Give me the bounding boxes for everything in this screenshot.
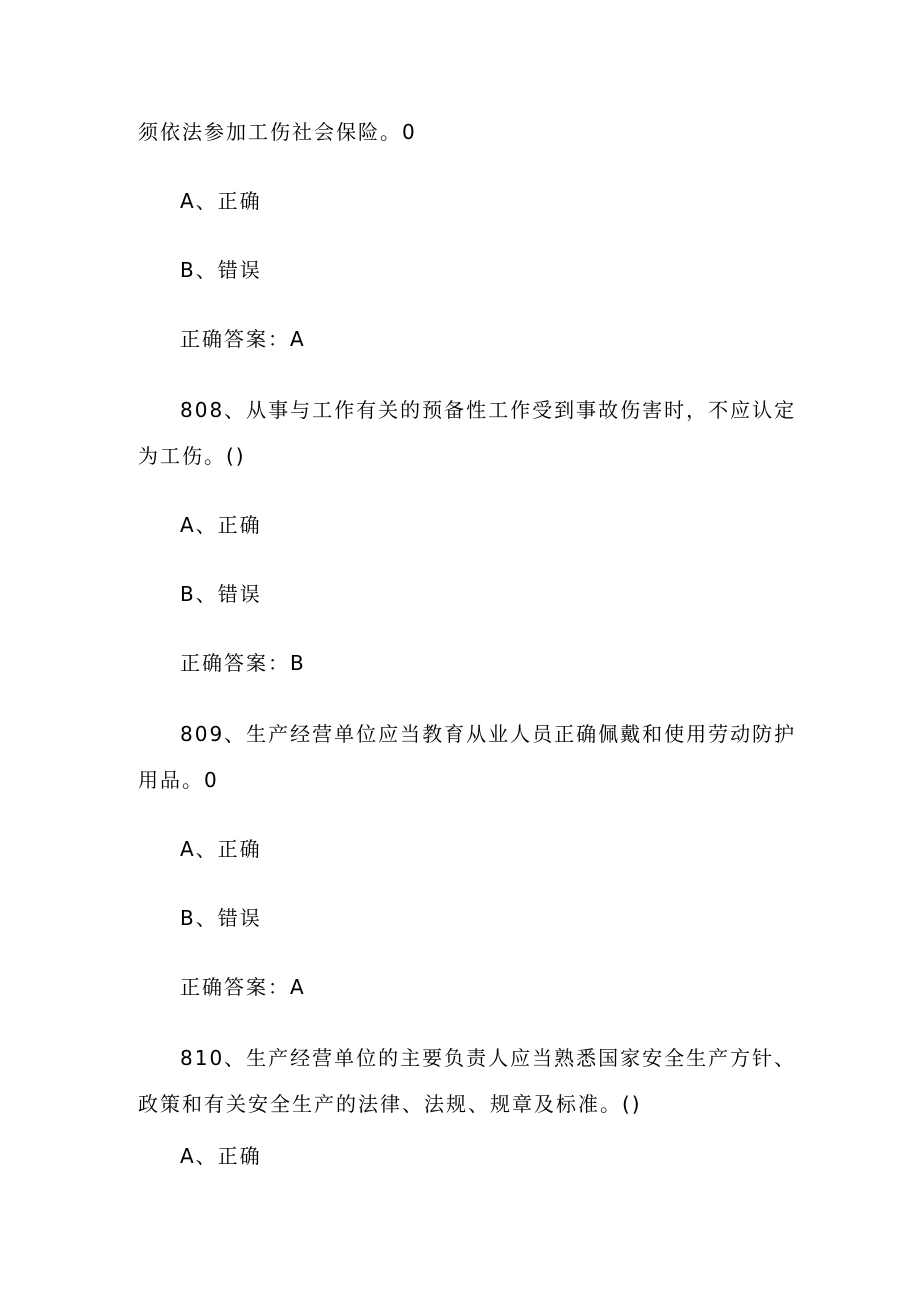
- question-809-stem-line1: 809、生产经营单位应当教育从业人员正确佩戴和使用劳动防护: [180, 722, 797, 746]
- question-807-option-b: B、错误: [180, 258, 262, 282]
- question-810-option-a: A、正确: [180, 1144, 262, 1168]
- question-807-option-a: A、正确: [180, 189, 262, 213]
- question-810-stem-line1: 810、生产经营单位的主要负责人应当熟悉国家安全生产方针、: [180, 1046, 797, 1070]
- question-808-answer: 正确答案：B: [180, 651, 306, 675]
- question-808-option-a: A、正确: [180, 513, 262, 537]
- question-808-stem-line1: 808、从事与工作有关的预备性工作受到事故伤害时，不应认定: [180, 398, 797, 422]
- question-810-stem-line2: 政策和有关安全生产的法律、法规、规章及标准。(): [138, 1092, 642, 1116]
- question-809-answer: 正确答案：A: [180, 975, 306, 999]
- question-809-option-b: B、错误: [180, 906, 262, 930]
- question-807-answer: 正确答案：A: [180, 327, 306, 351]
- question-808-stem-line2: 为工伤。(): [138, 444, 246, 468]
- question-809-option-a: A、正确: [180, 837, 262, 861]
- question-809-stem-line2: 用品。0: [138, 768, 219, 792]
- question-807-stem-tail: 须依法参加工伤社会保险。0: [138, 120, 417, 144]
- question-808-option-b: B、错误: [180, 582, 262, 606]
